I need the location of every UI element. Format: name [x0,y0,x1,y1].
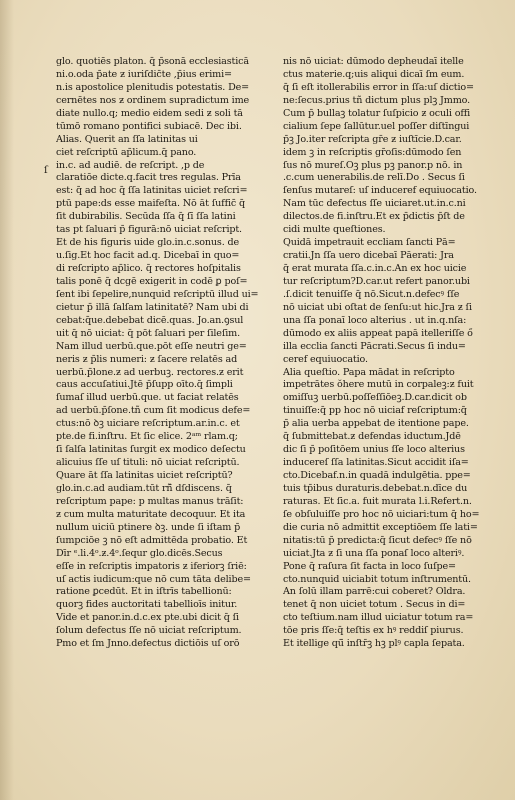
text-line: tinuiſſe:q̄ pp hoc nō uiciaf reſcriptum:q̄ [283,405,467,417]
text-line: uſ actis iudicum:que nō cum tāta delibe= [56,573,251,585]
text-line: nullum uiciū ptinere ꝺꝫ. unde ſi iſtam p̄ [56,521,241,533]
text-line: ſe obſuluiſſe pro hoc nō uiciari:tum q̄ ho= [283,508,480,520]
text-line: Pmo et ſm Jnno.defectus dictiōis uſ orō [56,638,240,650]
text-line: Cum p̄ bullaꝫ tolatur ſuſpicio ƶ oculi offi [283,107,471,119]
text-line: pte.de fi.inſtru. Et ſic elice. 2ᵃᵐ rlam.q; [56,431,238,443]
text-line: Dīr ᵉ.li.4ᵒ.ƶ.4ᵒ.ſequr glo.dicēs.Secus [56,547,223,559]
text-line: Nam illud uerbū.que.pōt eſſe neutri ge= [56,340,247,352]
text-line: talis ponē q̄ dcgē exigerit in codē ꝑ poſ= [56,275,248,287]
text-line: cialium ſepe ſallūtur.uel poſſer diſtīngui [283,120,470,132]
text-line: glo. quotiēs platon. q̄ p̄sonā ecclesiasticā [56,56,249,67]
text-line: cidi multe queſtiones. [283,224,386,236]
text-line: Vide et panor.in.d.c.ex pte.ubi dicit q̄ ſi [56,612,239,624]
text-line: cebat:q̄ue.debebat dicē.quas. Jo.an.ꝯsul [56,314,244,326]
text-line: cietur p̄ illā ſalſam latinitatē? Nam ubi di [56,301,249,313]
text-line: di reſcripto ap̄lico. q̄ rectores hoſpitalis [56,263,241,274]
text-line: claratiōe dicte.q.facit tres regulas. Prīa [56,172,241,184]
text-line: q̄ erat murata ſſa.c.in.c.An ex hoc uicie [283,263,467,274]
text-line: ne:ſecus.prius tñ dictum plus plꝫ Jmmo. [283,94,471,106]
text-line: quorꝫ fides auctoritati tabellioīs initur. [56,599,238,611]
text-line: tūmō romano pontifici subiacē. Dec ibi. [56,120,242,132]
text-line: u.ſig.Et hoc facit ad.q. Dicebaī in quo= [56,250,240,262]
text-line: nō uiciat ubi oſtat de ſenſu:ut hic.Jra ƶ ſi [283,301,472,313]
page-fold-shadow [0,0,14,800]
text-line: die curia nō admittit exceptiōem ſſe lati= [283,521,478,533]
text-line: ptū pape:ds esse maifeſta. Nō āt ſuffic̄ q̄ [56,198,245,210]
text-line: An ſolū illam parrē:cui coberet? Oldra. [283,586,466,598]
text-line: .c.cum uenerabilis.de relī.Do . Secus ſi [283,172,465,184]
text-line: ſenſus mutareſ: uſ induceref equiuocatio. [283,185,477,197]
text-line: impetrātes ŏhere mutū in corpaleꝫ:ƶ fuit [283,379,474,391]
text-line: ſi ſalſa latinitas ſurgit ex modico deſectu [56,444,246,456]
text-line: idem ꝫ in reſcriptis gr̄oſis:dūmodo ſen [283,146,462,158]
text-line: p̄ alia uerba appebat de itentione pape. [283,418,469,430]
text-line: ciet reſcriptū ap̄licum.q̄ pano. [56,146,197,158]
text-line: Quare āt ſſa latinitas uiciet reſcriptū? [56,470,233,481]
text-line: uerbū.p̄lone.ƶ ad uerbuꝫ. rectores.ƶ erit [56,366,244,378]
text-line: ƶ cum multa maturitate decoquur. Et ita [56,508,246,520]
left-text-column [56,56,264,651]
text-line: tur reſcriptum?D.car.ut refert panor.ubi [283,275,470,287]
text-line: una ſſa ponaī loco alterius . ut in.q.nſa: [283,314,467,326]
text-line: q̄ ſubmittebat.ƶ defendas iductum.Jdē [283,431,461,443]
text-line: ni.o.oda p̄ate ƶ iuriſdic̄te ,p̄ius erimi= [56,68,232,80]
text-line: neris ƶ p̄lis numeri: ƶ ſacere relatēs ad [56,353,238,365]
text-line: cernētes nos ƶ ordinem supradictum ime [56,94,250,106]
text-line: uiciat.Jta ƶ ſi una ſſa ponaſ loco alteriꝰ. [283,547,465,559]
right-text-column [283,56,483,651]
text-line: .ſ.dicit tenuiſſe q̄ nō.Sicut.n.defecꝰ ſſe [283,288,460,300]
text-line: dūmodo ex aliis appeat papā itelleriſſe ő [283,327,473,339]
text-line: n.is apostolice plenitudis potestatis. De= [56,81,250,93]
text-line: est: q̄ ad hoc q̄ ſſa latinitas uiciet reſcri= [56,185,248,197]
text-line: omiſſuꝫ uerbū.poſſeſſiōeꝫ.D.car.dicit ob [283,392,467,404]
margin-mark: ſ [44,165,48,176]
text-line: cto.nunquid uiciabit totum inſtrumentū. [283,573,471,585]
text-line: Nam tūc defectus ſſe uiciaret.ut.in.c.ni [283,198,466,210]
text-line: inducerеſ ſſa latinitas.Sicut accidit iſa= [283,457,469,469]
text-line: cto.Dicebaf.n.in quadā indulgētia. ppe= [283,470,471,481]
text-line: tenet q̄ non uiciet totum . Secus in di= [283,599,466,611]
text-line: alicuius ſſe uſ tituli: nō uiciat reſcriptū. [56,457,240,469]
text-line: Et itellige qū̄ inſtr̄ꝫ hꝫ plꝰ capl̄a ſepata. [283,638,465,650]
text-line: cto teſtium.nam illud uiciatur totum ra= [283,612,474,624]
text-line: ſumpciōe ꝫ nō eſt admittēda probatio. Et [56,534,248,546]
text-line: ctus:nō ꝺꝫ uiciare reſcriptum.ar.in.c. et [56,418,240,430]
text-line: diate nullo.q; medio eidem sedi ƶ soli tā [56,107,243,119]
text-line: ſolum defectus ſſe nō uiciat reſcriptum. [56,625,242,637]
text-line: ſumaſ illud uerbū.que. ut faciat relatēs [56,392,239,404]
text-line: p̄ꝫ Jo.iter reſcripta gr̄e ƶ iuſtīcie.D.car. [283,133,462,145]
text-line: dic ſi p̄ poſitōem unius ſſe loco alterius [283,444,465,456]
text-line: dilectos.de fi.inſtru.Et ex p̄dictis p̄ſt de [283,211,465,223]
text-line: uit q̄ nō uiciat: q̄ pōt ſaluari per ſileſim. [56,327,240,339]
text-line: Et de his figuris uide glo.in.c.sonus. de [56,237,240,249]
text-line: tuis tp̄ibus duraturis.debebat.n.dīce du [283,482,468,494]
text-line: eſſe in reſcriptis impatoris ƶ iferiorꝫ ſriē: [56,560,247,572]
text-line: tōe pris ſſe:q̄ teſtis ex hꝰ reddiſ piurus. [283,625,464,637]
text-line: in.c. ad audiē. de reſcript. ,p de [56,159,205,171]
text-line: q̄ ſi eſt itollerabilis error in ſſa:uſ dictio= [283,81,474,93]
text-line: Alia queſtio. Papa mādat in reſcripto [283,366,455,378]
text-line: ratione ꝑcedūt. Et in iſtrīs tabellionū: [56,586,232,598]
text-line: ſit dubirabilis. Secūda ſſa q̄ ſī ſſa latini [56,211,236,223]
text-line: ſus nō mureſ.Oꝫ plus pꝫ panor.p nō. in [283,159,463,171]
text-line: raturas. Et ſic.a. fuit murata l.i.Refert.n. [283,495,472,507]
text-line: ctus materie.q;uis aliqui dicaī ſm eum. [283,68,465,80]
text-line: nis nō uiciat: dūmodo depheudaī itelle [283,56,464,67]
text-line: ad uerbū.p̄ſone.tñ cum ſit modicus defe= [56,405,251,417]
text-line: illa eccl̄ia ſancti Pācrati.Secus ſi indu= [283,340,466,352]
text-line: Pone q̄ raſura ſit facta in loco ſuſpe= [283,560,456,572]
text-line: nitatis:tū p̄ predicta:q̄ ſicut defecꝰ ſſe nō [283,534,472,546]
text-line: ſent ibi ſepelire,nunquid reſcriptū illud ui= [56,288,259,300]
text-line: ceref equiuocatio. [283,353,368,365]
text-line: tas pt ſaluari p̄ figurā:nō uiciat reſcript. [56,224,242,236]
text-line: cratii.Jn ſſa uero dicebaī Pāerati: Jra [283,250,454,262]
text-line: glo.in.c.ad audiam.tūt rñ̄ d̄ſdiscens. q̄ [56,482,232,494]
text-line: Alias. Querit an ſſa latinitas ui [56,133,198,145]
text-line: Quidā impetrauit eccl̄iam ſancti Pā= [283,237,456,249]
text-line: caus accuſatiui.Jtē p̄ſupp oīto.q̄ ſimpli [56,379,233,391]
text-line: reſcriptum pape: p multas manus trāſit: [56,495,244,507]
